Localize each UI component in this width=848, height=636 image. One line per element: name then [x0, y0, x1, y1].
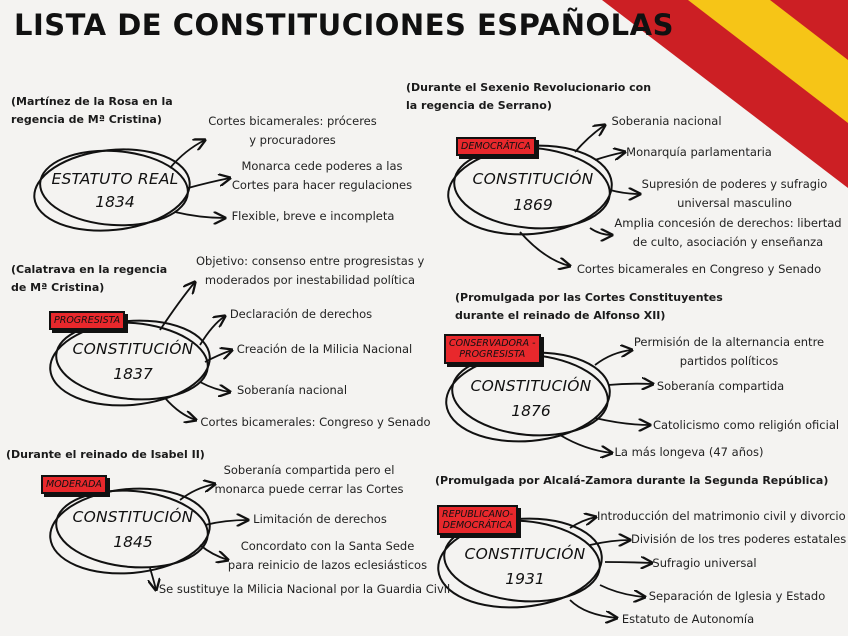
badge-line: CONSERVADORA -: [449, 338, 536, 349]
item-line: monarca puede cerrar las Cortes: [214, 482, 404, 496]
c1876-item-4: [614, 443, 764, 462]
c1876-year: 1876: [511, 402, 551, 420]
c1869-year: 1869: [513, 196, 553, 214]
item-line: Concordato con la Santa Sede: [240, 539, 415, 553]
c1869-context: [406, 79, 651, 115]
c1876-name: CONSTITUCIÓN: [470, 377, 592, 395]
item-line: Cortes bicamerales: Congreso y Senado: [200, 415, 431, 429]
c1869-item-3: [637, 175, 832, 213]
estatuto-item-2: [228, 157, 416, 195]
c1869-badge: DEMOCRÁTICA: [456, 137, 536, 156]
c1931-item-4: [646, 587, 828, 606]
c1837-item-5: [198, 413, 433, 432]
c1837-name: CONSTITUCIÓN: [72, 340, 194, 358]
c1931-name: CONSTITUCIÓN: [464, 545, 586, 563]
item-line: Cortes para hacer regulaciones: [231, 178, 413, 192]
c1845-item-1: [210, 461, 408, 499]
item-line: Soberanía compartida: [656, 379, 785, 393]
context-line: (Promulgada por Alcalá-Zamora durante la Segunda República): [435, 474, 829, 487]
estatuto-item-1: [205, 112, 380, 150]
estatuto-year: 1834: [95, 193, 135, 211]
c1869-name: CONSTITUCIÓN: [472, 170, 594, 188]
c1931-item-5: [618, 610, 758, 629]
c1869-item-2: [624, 143, 774, 162]
item-line: Catolicismo como religión oficial: [652, 418, 840, 432]
context-line: (Durante el Sexenio Revolucionario con: [406, 81, 652, 94]
item-line: Soberania nacional: [611, 114, 722, 128]
badge-line: PROGRESISTA: [459, 349, 526, 360]
item-line: Amplia concesión de derechos: libertad: [614, 216, 842, 230]
item-line: Supresión de poderes y sufragio: [641, 177, 828, 191]
item-line: Soberanía compartida pero el: [223, 463, 395, 477]
c1931-item-3: [652, 554, 757, 573]
item-line: para reinicio de lazos eclesiásticos: [227, 558, 428, 572]
oval-estatuto: [30, 142, 194, 238]
badge-line: DEMOCRÁTICA: [442, 520, 513, 531]
item-line: Se sustituye la Milicia Nacional por la Guardia Civil: [158, 582, 451, 596]
c1845-context: [6, 446, 205, 464]
oval-1845: [47, 482, 214, 580]
item-line: universal masculino: [677, 196, 792, 210]
c1931-context: [435, 472, 828, 490]
item-line: Monarca cede poderes a las: [241, 159, 403, 173]
item-line: Separación de Iglesia y Estado: [648, 589, 826, 603]
item-line: Declaración de derechos: [229, 307, 373, 321]
item-line: de culto, asociación y enseñanza: [632, 235, 824, 249]
c1931-year: 1931: [505, 570, 545, 588]
c1845-year: 1845: [113, 533, 153, 551]
item-line: Soberanía nacional: [236, 383, 348, 397]
c1876-badge: [444, 334, 541, 364]
c1876-item-1: [633, 333, 825, 371]
context-line: regencia de Mª Cristina): [11, 113, 162, 126]
page-title: LISTA DE CONSTITUCIONES ESPAÑOLAS: [14, 8, 674, 42]
estatuto-context: [11, 93, 173, 129]
c1837-item-3: [232, 340, 417, 359]
item-line: moderados por inestabilidad política: [204, 273, 416, 287]
c1845-item-2: [250, 510, 390, 529]
item-line: Monarquía parlamentaria: [626, 145, 772, 159]
badge-line: REPUBLICANO-: [442, 509, 514, 520]
c1869-item-4: [612, 214, 844, 252]
item-line: Objetivo: consenso entre progresistas y: [196, 254, 425, 268]
estatuto-item-3: [228, 207, 398, 226]
item-line: Estatuto de Autonomía: [621, 612, 755, 626]
c1876-item-3: [650, 416, 842, 435]
item-line: Permisión de la alternancia entre: [633, 335, 825, 349]
c1837-item-1: [196, 252, 424, 290]
item-line: Limitación de derechos: [253, 512, 387, 526]
context-line: (Martínez de la Rosa en la: [11, 95, 173, 108]
context-line: la regencia de Serrano): [406, 99, 552, 112]
item-line: La más longeva (47 años): [614, 445, 764, 459]
item-line: Cortes bicamerales en Congreso y Senado: [576, 262, 822, 276]
c1845-badge: MODERADA: [41, 475, 107, 494]
c1845-name: CONSTITUCIÓN: [72, 508, 194, 526]
item-line: División de los tres poderes estatales: [631, 532, 847, 546]
c1837-item-2: [226, 305, 376, 324]
estatuto-name: ESTATUTO REAL: [51, 170, 179, 188]
c1876-context: [455, 289, 723, 325]
context-line: durante el reinado de Alfonso XII): [455, 309, 666, 322]
context-line: (Durante el reinado de Isabel II): [6, 448, 205, 461]
c1931-badge: [437, 505, 518, 535]
item-line: Introducción del matrimonio civil y divorcio: [597, 509, 846, 523]
item-line: Sufragio universal: [652, 556, 757, 570]
context-line: (Promulgada por las Cortes Constituyentes: [455, 291, 723, 304]
item-line: Creación de la Milicia Nacional: [236, 342, 413, 356]
c1837-year: 1837: [113, 365, 153, 383]
item-line: Cortes bicamerales: próceres: [208, 114, 377, 128]
c1931-item-2: [631, 530, 847, 549]
c1837-context: [11, 261, 167, 297]
context-line: de Mª Cristina): [11, 281, 105, 294]
c1837-badge: PROGRESISTA: [49, 311, 125, 330]
c1876-item-2: [653, 377, 788, 396]
item-line: Flexible, breve e incompleta: [231, 209, 395, 223]
c1931-item-1: [597, 507, 845, 526]
c1845-item-4: [158, 580, 451, 599]
item-line: y procuradores: [249, 133, 336, 147]
c1845-item-3: [225, 537, 430, 575]
c1869-item-5: [574, 260, 824, 279]
c1837-item-4: [232, 381, 352, 400]
context-line: (Calatrava en la regencia: [11, 263, 168, 276]
item-line: partidos políticos: [679, 354, 779, 368]
c1869-item-1: [604, 112, 729, 131]
